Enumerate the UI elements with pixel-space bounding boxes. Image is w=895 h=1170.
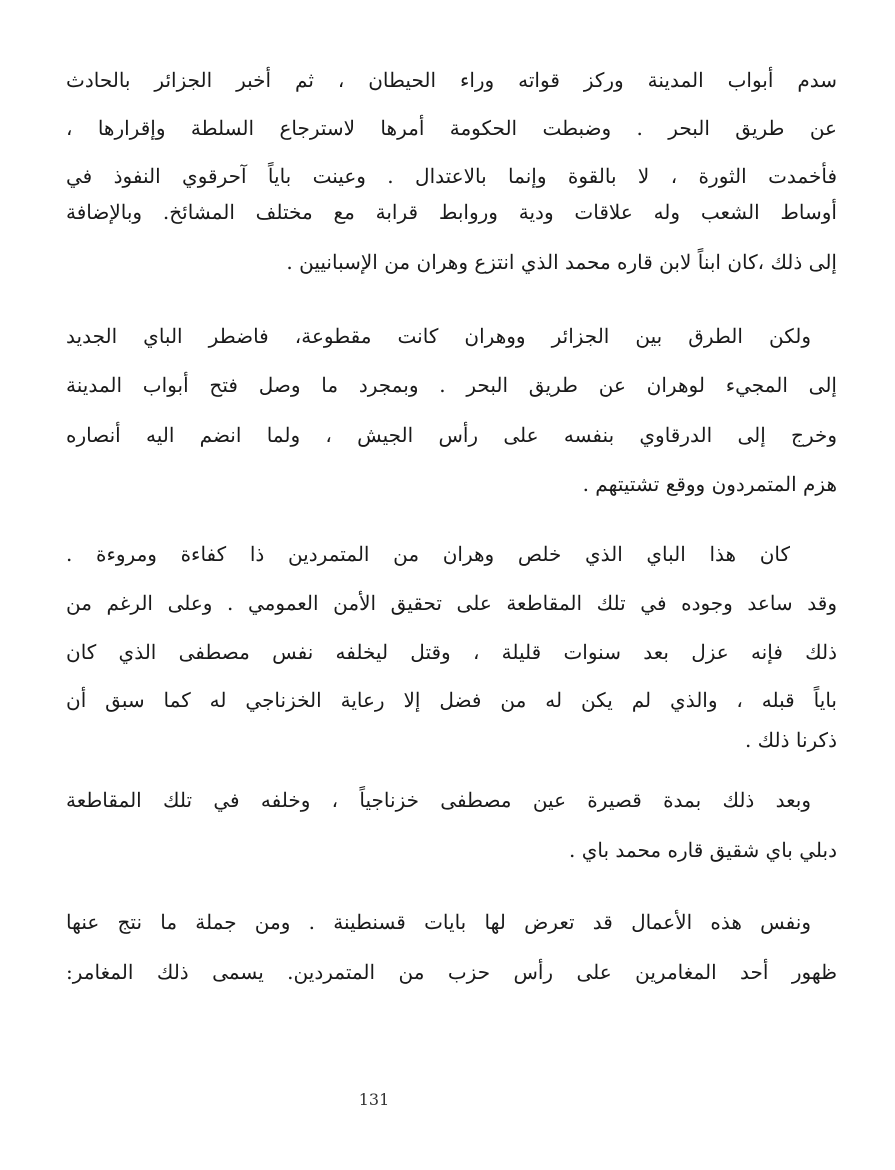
text-line: ظهور أحد المغامرين على رأس حزب من المتمردين. يسمى ذلك المغامر: (66, 960, 837, 984)
text-line: ولكن الطرق بين الجزائر ووهران كانت مقطوعة، فاضطر الباي الجديد (66, 324, 811, 348)
text-line: عن طريق البحر . وضبطت الحكومة أمرها لاسترجاع السلطة وإقرارها ، (66, 116, 837, 140)
text-line: وبعد ذلك بمدة قصيرة عين مصطفى خزناجياً ، وخلفه في تلك المقاطعة (66, 788, 811, 812)
text-line: باياً قبله ، والذي لم يكن له من فضل إلا رعاية الخزناجي له كما سبق أن (66, 688, 837, 712)
text-line: ونفس هذه الأعمال قد تعرض لها بايات قسنطينة . ومن جملة ما نتج عنها (66, 910, 811, 934)
text-line: كان هذا الباي الذي خلص وهران من المتمردين ذا كفاءة ومروءة . (66, 542, 790, 566)
text-line: فأخمدت الثورة ، لا بالقوة وإنما بالاعتدال . وعينت باياً آحرقوي النفوذ في (66, 164, 837, 188)
text-line: ذلك فإنه عزل بعد سنوات قليلة ، وقتل ليخلفه نفس مصطفى الذي كان (66, 640, 837, 664)
text-line: وقد ساعد وجوده في تلك المقاطعة على تحقيق الأمن العمومي . وعلى الرغم من (66, 591, 837, 615)
text-line: هزم المتمردون ووقع تشتيتهم . (582, 472, 837, 496)
text-line: وخرج إلى الدرقاوي بنفسه على رأس الجيش ، ولما انضم اليه أنصاره (66, 423, 837, 447)
text-line: إلى المجيء لوهران عن طريق البحر . وبمجرد ما وصل فتح أبواب المدينة (66, 373, 837, 397)
text-line: أوساط الشعب وله علاقات ودية وروابط قرابة مع مختلف المشائخ. وبالإضافة (66, 200, 837, 224)
text-line: ذكرنا ذلك . (744, 728, 837, 752)
text-line: دبلي باي شقيق قاره محمد باي . (569, 838, 837, 862)
text-line: سدم أبواب المدينة وركز قواته وراء الحيطان ، ثم أخبر الجزائر بالحادث (66, 68, 837, 92)
page-number: 131 (358, 1090, 390, 1109)
text-line: إلى ذلك ،كان ابناً لابن قاره محمد الذي انتزع وهران من الإسبانيين . (286, 250, 837, 274)
